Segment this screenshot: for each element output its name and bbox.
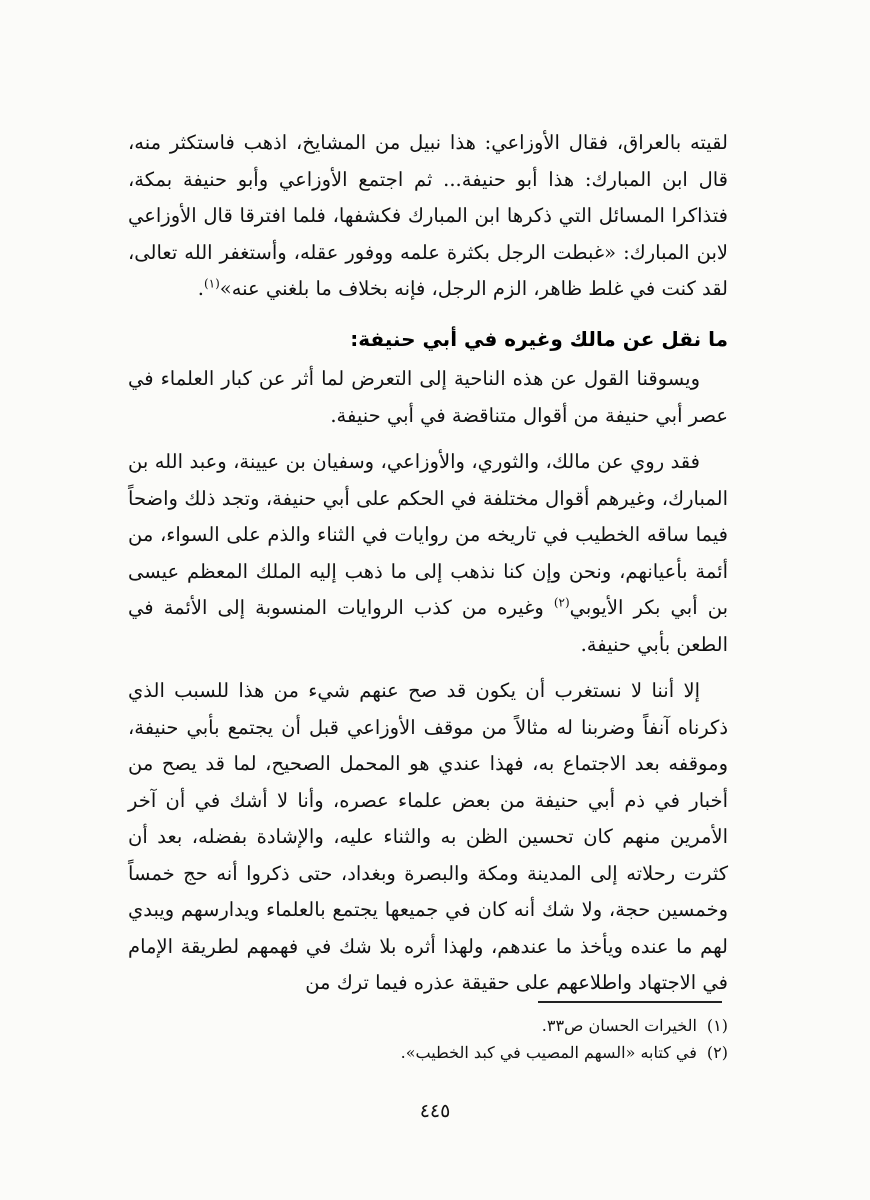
footnote-1-text: الخيرات الحسان ص٣٣.	[541, 1016, 697, 1035]
footnote-ref-2: (٢)	[553, 595, 570, 610]
footnote-ref-1: (١)	[203, 276, 220, 291]
footnote-2	[128, 1039, 728, 1066]
footnote-2-text: في كتابه «السهم المصيب في كبد الخطيب».	[400, 1043, 697, 1062]
footnote-1	[128, 1012, 728, 1039]
page-number: ٤٤٥	[419, 1100, 451, 1122]
paragraph-3	[128, 444, 728, 663]
body-text-top	[128, 125, 728, 308]
footnote-2-number: (٢)	[706, 1043, 728, 1062]
paragraph-1-text: لقيته بالعراق، فقال الأوزاعي: هذا نبيل من المشايخ، اذهب فاستكثر منه، قال ابن المبارك: هذا أبو حنيفة... ثم اجتمع الأوزاعي وأبو حنيفة بمكة، فتذاكرا المسائل التي ذكرها ابن المبارك فكشفها، فلما افترقا قال الأوزاعي لابن المبارك: «غبطت الرجل بكثرة علمه ووفور عقله، وأستغفر الله تعالى، لقد كنت في غلط ظاهر، الزم الرجل، فإنه بخلاف ما بلغني عنه»	[128, 131, 728, 300]
paragraph-1-end: .	[197, 277, 204, 300]
paragraph-2: ويسوقنا القول عن هذه الناحية إلى التعرض لما أثر عن كبار العلماء في عصر أبي حنيفة من أقوال متناقضة في أبي حنيفة.	[128, 367, 728, 427]
footnote-1-number: (١)	[706, 1016, 728, 1035]
section-heading: ما نقل عن مالك وغيره في أبي حنيفة:	[350, 327, 728, 351]
paragraph-3-text-a: فقد روي عن مالك، والثوري، والأوزاعي، وسفيان بن عيينة، وعبد الله بن المبارك، وغيرهم أقوال مختلفة في الحكم على أبي حنيفة، وتجد ذلك واضحاً فيما ساقه الخطيب في تاريخه من روايات في الثناء والذم على السواء، من أئمة بأعيانهم، ونحن وإن كنا نذهب إلى ما ذهب إليه الملك المعظم عيسى بن أبي بكر الأيوبي	[128, 450, 729, 619]
body-text-main	[128, 361, 728, 1002]
paragraph-1	[128, 125, 728, 308]
paragraph-3-text-b: وغيره من كذب الروايات المنسوبة إلى الأئمة في الطعن بأبي حنيفة.	[128, 596, 728, 656]
footnote-separator	[538, 1001, 722, 1003]
paragraph-4: إلا أننا لا نستغرب أن يكون قد صح عنهم شيء من هذا للسبب الذي ذكرناه آنفاً وضربنا له مثالاً من موقف الأوزاعي قبل أن يجتمع بأبي حنيفة، وموقفه بعد الاجتماع به، فهذا عندي هو المحمل الصحيح، لما قد يصح من أخبار في ذم أبي حنيفة من بعض علماء عصره، وأنا لا أشك في أن آخر الأمرين منهم كان تحسين الظن به والثناء عليه، والإشادة بفضله، بعد أن كثرت رحلاته إلى المدينة ومكة والبصرة وبغداد، حتى ذكروا أنه حج خمساً وخمسين حجة، ولا شك أنه كان في جميعها يجتمع بالعلماء ويدارسهم ويبدي لهم ما عنده ويأخذ ما عندهم، ولهذا أثره بلا شك في فهمهم لطريقة الإمام في الاجتهاد واطلاعهم على حقيقة عذره فيما ترك من	[128, 679, 728, 994]
footnotes	[128, 1012, 728, 1066]
